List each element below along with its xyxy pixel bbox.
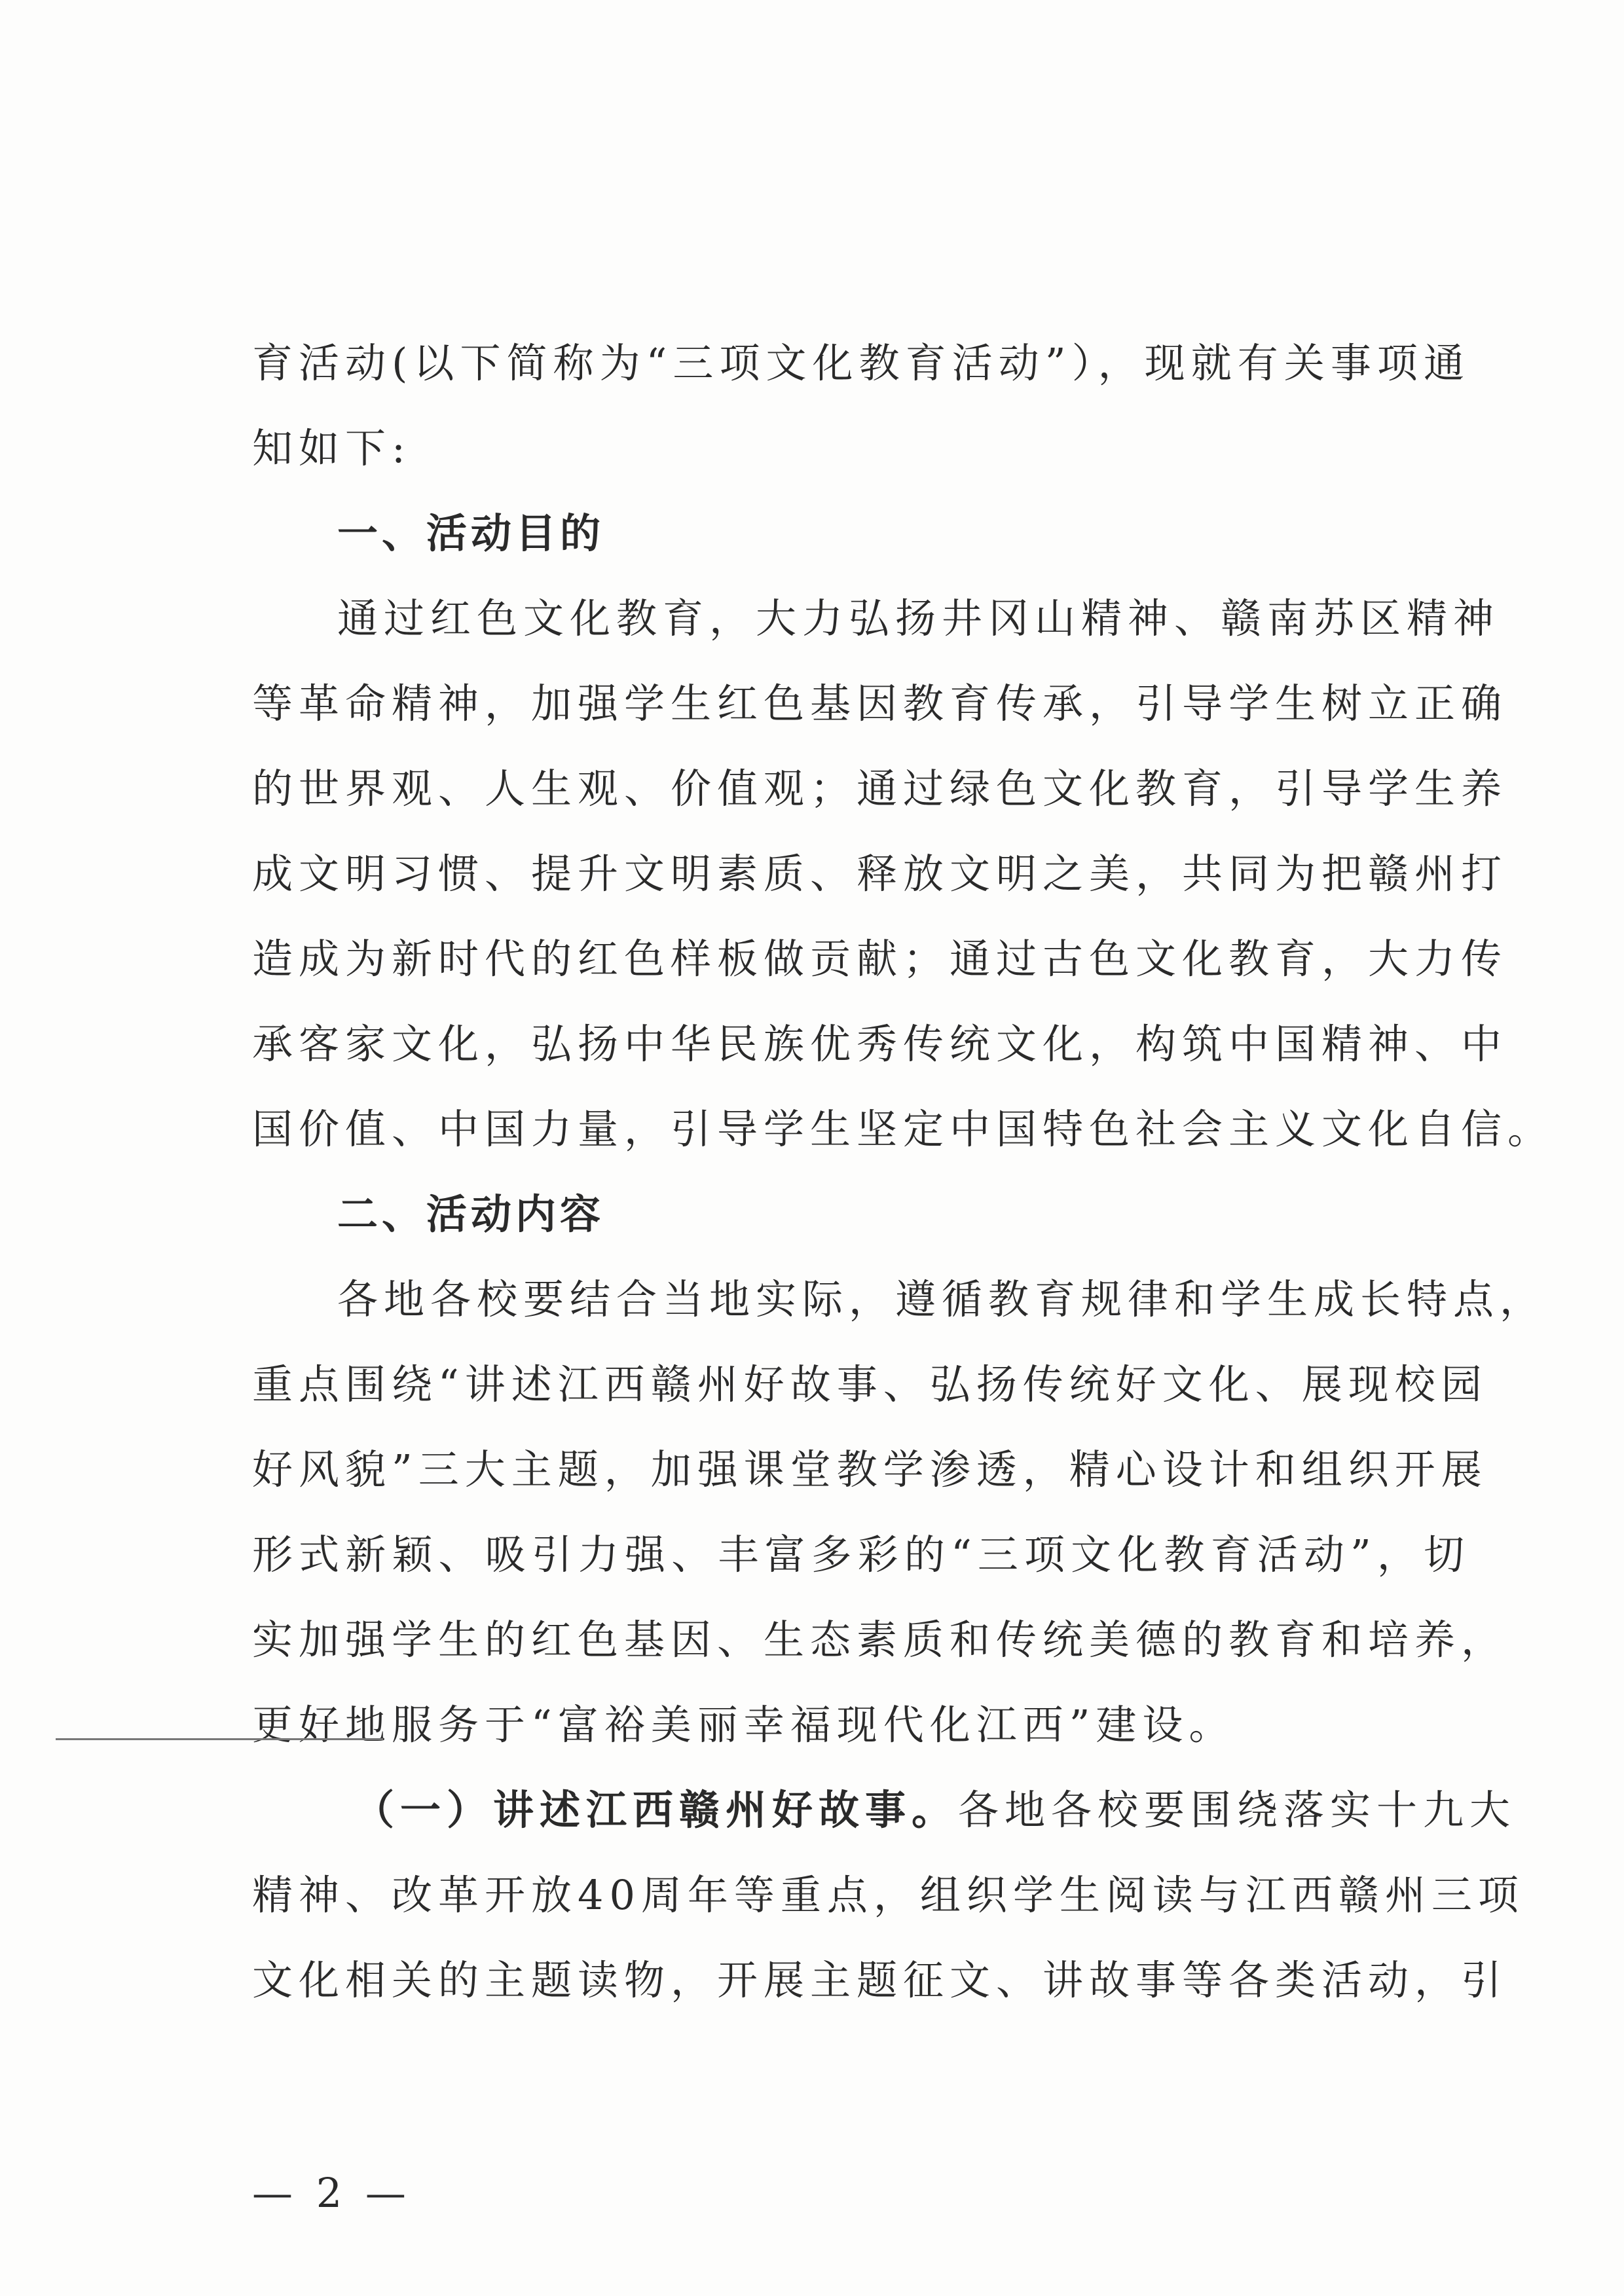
margin-rule (56, 1738, 383, 1740)
body-line: 知如下: (252, 424, 411, 472)
body-line: 实加强学生的红色基因、生态素质和传统美德的教育和培养， (252, 1616, 1508, 1664)
body-line: 通过红色文化教育，大力弘扬井冈山精神、赣南苏区精神 (337, 594, 1500, 642)
body-line: 等革命精神，加强学生红色基因教育传承，引导学生树立正确 (252, 680, 1508, 727)
body-line: 成文明习惯、提升文明素质、释放文明之美，共同为把赣州打 (252, 850, 1508, 898)
body-line: 造成为新时代的红色样板做贡献；通过古色文化教育，大力传 (252, 935, 1508, 983)
body-line: 重点围绕“讲述江西赣州好故事、弘扬传统好文化、展现校园 (252, 1360, 1488, 1408)
body-line: 精神、改革开放40周年等重点，组织学生阅读与江西赣州三项 (252, 1871, 1524, 1919)
body-line: 好风貌”三大主题，加强课堂教学渗透，精心设计和组织开展 (252, 1446, 1488, 1493)
body-line: 文化相关的主题读物，开展主题征文、讲故事等各类活动，引 (252, 1956, 1508, 2004)
section-heading-purpose: 一、活动目的 (337, 509, 605, 557)
body-line: 国价值、中国力量，引导学生坚定中国特色社会主义文化自信。 (252, 1105, 1555, 1153)
body-line: 形式新颖、吸引力强、丰富多彩的“三项文化教育活动”，切 (252, 1531, 1470, 1578)
page-number: — 2 — (252, 2169, 411, 2217)
body-line: 更好地服务于“富裕美丽幸福现代化江西”建设。 (252, 1701, 1236, 1749)
body-line: 各地各校要结合当地实际，遵循教育规律和学生成长特点， (337, 1275, 1547, 1323)
body-line: 承客家文化，弘扬中华民族优秀传统文化，构筑中国精神、中 (252, 1020, 1508, 1068)
subsection-title: （一）讲述江西赣州好故事。 (354, 1786, 959, 1834)
section-heading-content: 二、活动内容 (337, 1190, 605, 1238)
body-line: 育活动(以下简称为“三项文化教育活动”），现就有关事项通 (252, 339, 1470, 387)
body-line: 的世界观、人生观、价值观；通过绿色文化教育，引导学生养 (252, 765, 1508, 812)
subsection-line (354, 1777, 1517, 1843)
subsection-text: 各地各校要围绕落实十九大 (958, 1786, 1517, 1834)
